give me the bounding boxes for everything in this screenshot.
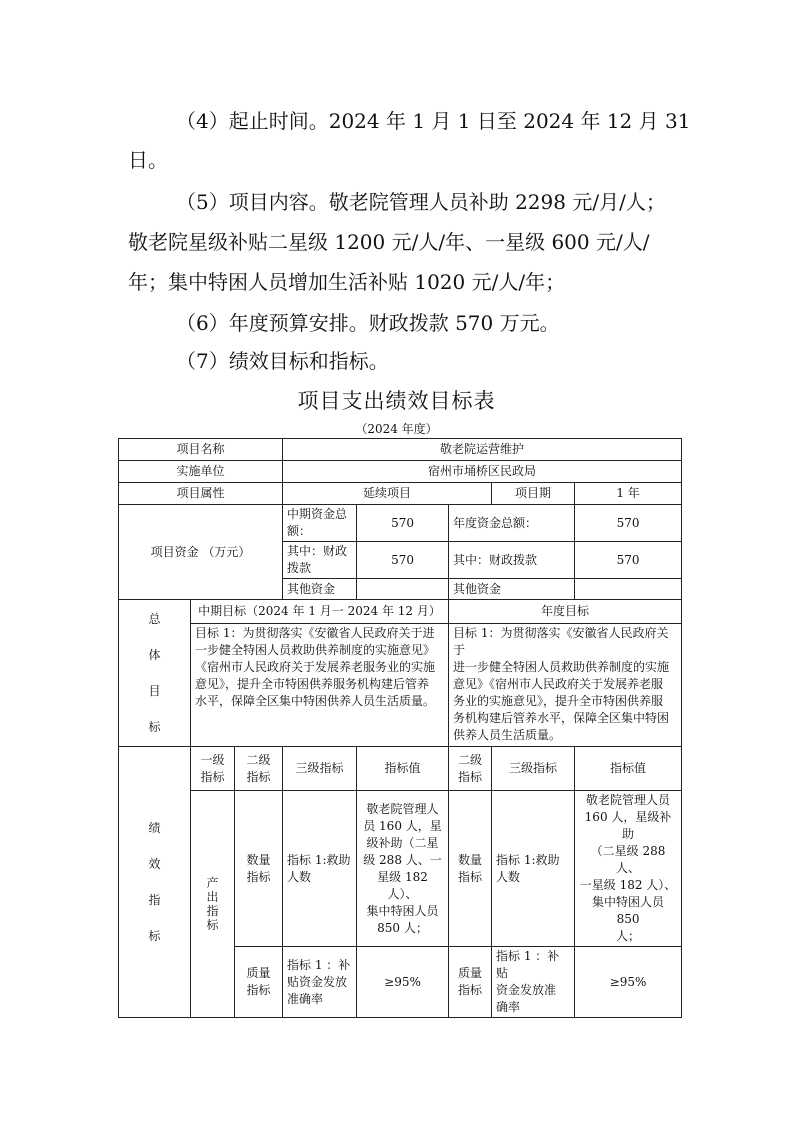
level3-header-mid: 三级指标 — [283, 747, 357, 791]
level3-header-year: 三级指标 — [492, 747, 575, 791]
qual-value-mid: ≥95% — [357, 947, 449, 1018]
qty-label-mid: 数量 指标 — [235, 791, 283, 947]
qty-indicator-mid: 指标 1:救助 人数 — [283, 791, 357, 947]
unit-label: 实施单位 — [119, 461, 283, 483]
para-content-cont2: 年；集中特困人员增加生活补贴 1020 元/人/年； — [128, 270, 566, 294]
qty-indicator-year: 指标 1:救助 人数 — [492, 791, 575, 947]
table-row — [119, 439, 682, 461]
project-name: 敬老院运营维护 — [283, 439, 682, 461]
attr-label: 项目属性 — [119, 483, 283, 505]
table-row — [119, 791, 682, 947]
value-header-year: 指标值 — [575, 747, 682, 791]
table-row — [119, 747, 682, 791]
para-content-cont1: 敬老院星级补贴二星级 1200 元/人/年、一星级 600 元/人/ — [128, 230, 650, 254]
mid-goal-text: 目标 1：为贯彻落实《安徽省人民政府关于进 一步健全特困人员救助供养制度的实施意见》 《宿州市人民政府关于发展养老服务业的实施 意见》，提升全市特困供养服务机构建后管养 水平，保障全区集中特困供养人员生活质量。 — [191, 624, 449, 747]
qual-indicator-mid: 指标 1 ：补 贴资金发放 准确率 — [283, 947, 357, 1018]
year-fiscal-label: 其中：财政拨款 — [449, 542, 575, 579]
year-goal-text: 目标 1：为贯彻落实《安徽省人民政府关于 进一步健全特困人员救助供养制度的实施 意见》《宿州市人民政府关于发展养老服 务业的实施意见》，提升全市特困供养服 务机构建后管养水平，保障全区集中特困 供养人员生活质量。 — [449, 624, 682, 747]
table-row — [119, 624, 682, 747]
year-total: 570 — [575, 505, 682, 542]
mid-total: 570 — [357, 505, 449, 542]
output-indicator-label: 产 出 指 标 — [191, 791, 235, 1018]
year-fiscal: 570 — [575, 542, 682, 579]
value-header-mid: 指标值 — [357, 747, 449, 791]
performance-table — [118, 438, 682, 1018]
qual-value-year: ≥95% — [575, 947, 682, 1018]
table-year: （2024 年度） — [355, 422, 438, 436]
level2-header-year: 二级 指标 — [449, 747, 492, 791]
unit: 宿州市埇桥区民政局 — [283, 461, 682, 483]
mid-other-label: 其他资金 — [283, 579, 357, 600]
para-budget: （6）年度预算安排。财政拨款 570 万元。 — [176, 311, 560, 335]
level1-header: 一级 指标 — [191, 747, 235, 791]
project-name-label: 项目名称 — [119, 439, 283, 461]
table-row — [119, 461, 682, 483]
year-total-label: 年度资金总额： — [449, 505, 575, 542]
table-row — [119, 483, 682, 505]
para-content: （5）项目内容。敬老院管理人员补助 2298 元/月/人； — [176, 190, 666, 214]
table-row — [119, 505, 682, 542]
para-start-time-cont: 日。 — [128, 148, 168, 172]
attr: 延续项目 — [283, 483, 492, 505]
table-row — [119, 600, 682, 624]
year-goal-header: 年度目标 — [449, 600, 682, 624]
fund-label: 项目资金 （万元） — [119, 505, 283, 600]
para-start-time: （4）起止时间。2024 年 1 月 1 日至 2024 年 12 月 31 — [176, 109, 691, 133]
table-title: 项目支出绩效目标表 — [297, 389, 496, 413]
mid-fiscal-label: 其中：财政拨款 — [283, 542, 357, 579]
qual-indicator-year: 指标 1 ：补贴 资金发放准 确率 — [492, 947, 575, 1018]
overall-goal-label: 总 体 目 标 — [119, 600, 191, 747]
mid-total-label: 中期资金总额： — [283, 505, 357, 542]
year-other-label: 其他资金 — [449, 579, 575, 600]
period: 1 年 — [575, 483, 682, 505]
qual-label-year: 质量 指标 — [449, 947, 492, 1018]
mid-goal-header: 中期目标（2024 年 1 月一 2024 年 12 月） — [191, 600, 449, 624]
qty-value-mid: 敬老院管理人 员 160 人，星 级补助（二星 级 288 人、一 星级 182 人）、 集中特困人员 850 人； — [357, 791, 449, 947]
para-goals: （7）绩效目标和指标。 — [176, 349, 389, 373]
level2-header-mid: 二级 指标 — [235, 747, 283, 791]
period-label: 项目期 — [492, 483, 575, 505]
mid-fiscal: 570 — [357, 542, 449, 579]
qty-label-year: 数量 指标 — [449, 791, 492, 947]
perf-indicator-label: 绩 效 指 标 — [119, 747, 191, 1018]
qual-label-mid: 质量 指标 — [235, 947, 283, 1018]
qty-value-year: 敬老院管理人员 160 人，星级补助 （二星级 288 人、 一星级 182 人）、 集中特困人员 850 人； — [575, 791, 682, 947]
